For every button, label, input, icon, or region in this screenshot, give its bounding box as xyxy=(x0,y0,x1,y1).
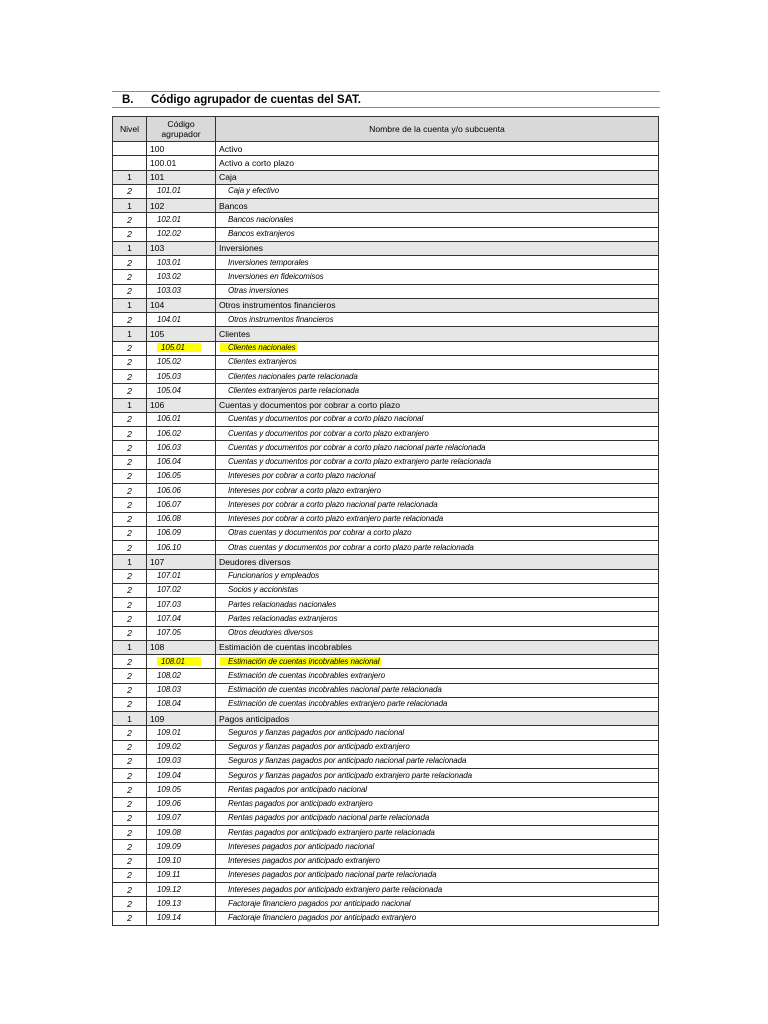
row-code: 106.08 xyxy=(147,512,216,526)
table-row xyxy=(113,355,659,369)
table-row xyxy=(113,783,659,797)
table-row xyxy=(113,455,659,469)
table-row xyxy=(113,199,659,213)
row-account-name: Activo xyxy=(216,142,659,156)
row-level: 2 xyxy=(113,256,147,270)
row-code: 107.01 xyxy=(147,569,216,583)
table-row xyxy=(113,412,659,426)
row-code xyxy=(147,341,216,355)
table-row xyxy=(113,313,659,327)
row-level: 1 xyxy=(113,640,147,654)
row-account-name: Socios y accionistas xyxy=(216,583,659,597)
row-code: 106.10 xyxy=(147,541,216,555)
row-account-name: Cuentas y documentos por cobrar a corto plazo nacional xyxy=(216,412,659,426)
row-code: 106.07 xyxy=(147,498,216,512)
row-code: 102.01 xyxy=(147,213,216,227)
row-level: 2 xyxy=(113,526,147,540)
accounts-table xyxy=(112,116,659,926)
table-row xyxy=(113,797,659,811)
table-row xyxy=(113,811,659,825)
row-account-name: Intereses pagados por anticipado extranjero xyxy=(216,854,659,868)
accounts-table-body xyxy=(113,142,659,926)
row-account-name: Estimación de cuentas incobrables extranjero xyxy=(216,669,659,683)
row-level: 2 xyxy=(113,270,147,284)
row-level: 1 xyxy=(113,170,147,184)
table-row xyxy=(113,384,659,398)
row-account-name: Caja y efectivo xyxy=(216,184,659,198)
row-account-name: Otras inversiones xyxy=(216,284,659,298)
row-account-name: Activo a corto plazo xyxy=(216,156,659,170)
row-level: 2 xyxy=(113,441,147,455)
row-level: 2 xyxy=(113,740,147,754)
row-level: 2 xyxy=(113,683,147,697)
row-level: 2 xyxy=(113,541,147,555)
row-code: 100.01 xyxy=(147,156,216,170)
row-account-name: Factoraje financiero pagados por anticipado extranjero xyxy=(216,911,659,925)
table-row xyxy=(113,526,659,540)
row-code: 106.02 xyxy=(147,427,216,441)
row-level: 2 xyxy=(113,868,147,882)
row-account-name: Intereses pagados por anticipado extranjero parte relacionada xyxy=(216,883,659,897)
row-level: 2 xyxy=(113,655,147,669)
row-code: 105.04 xyxy=(147,384,216,398)
row-account-name: Seguros y fianzas pagados por anticipado extranjero parte relacionada xyxy=(216,769,659,783)
table-row xyxy=(113,769,659,783)
row-level: 2 xyxy=(113,341,147,355)
header-code xyxy=(147,117,216,142)
table-row xyxy=(113,583,659,597)
row-account-name: Cuentas y documentos por cobrar a corto plazo extranjero parte relacionada xyxy=(216,455,659,469)
table-row xyxy=(113,754,659,768)
section-letter: B. xyxy=(122,94,134,106)
row-account-name: Factoraje financiero pagados por anticipado nacional xyxy=(216,897,659,911)
row-account-name: Partes relacionadas nacionales xyxy=(216,598,659,612)
table-row xyxy=(113,612,659,626)
header-code-line1: Código xyxy=(167,119,195,129)
row-account-name: Partes relacionadas extranjeros xyxy=(216,612,659,626)
row-account-name: Bancos xyxy=(216,199,659,213)
row-level: 2 xyxy=(113,669,147,683)
row-code: 109.06 xyxy=(147,797,216,811)
row-account-name: Otros deudores diversos xyxy=(216,626,659,640)
row-level: 2 xyxy=(113,783,147,797)
table-row xyxy=(113,298,659,312)
row-level: 1 xyxy=(113,298,147,312)
table-row xyxy=(113,697,659,711)
row-level: 1 xyxy=(113,398,147,412)
row-account-name: Pagos anticipados xyxy=(216,712,659,726)
row-account-name: Clientes nacionales parte relacionada xyxy=(216,370,659,384)
row-level: 2 xyxy=(113,412,147,426)
row-level: 2 xyxy=(113,626,147,640)
row-level: 2 xyxy=(113,911,147,925)
section-bottom-rule xyxy=(112,107,660,108)
table-row xyxy=(113,327,659,341)
row-code: 109.08 xyxy=(147,826,216,840)
table-row xyxy=(113,883,659,897)
row-account-name: Otras cuentas y documentos por cobrar a corto plazo xyxy=(216,526,659,540)
table-row xyxy=(113,512,659,526)
row-level: 2 xyxy=(113,754,147,768)
row-code: 106 xyxy=(147,398,216,412)
table-row xyxy=(113,669,659,683)
row-account-name: Intereses por cobrar a corto plazo extranjero parte relacionada xyxy=(216,512,659,526)
row-account-name: Rentas pagados por anticipado nacional xyxy=(216,783,659,797)
row-level: 2 xyxy=(113,498,147,512)
row-code: 109.12 xyxy=(147,883,216,897)
row-code: 108 xyxy=(147,640,216,654)
row-code: 105.02 xyxy=(147,355,216,369)
row-code: 109.03 xyxy=(147,754,216,768)
row-level: 1 xyxy=(113,555,147,569)
row-account-name: Intereses por cobrar a corto plazo extranjero xyxy=(216,484,659,498)
row-code: 109.11 xyxy=(147,868,216,882)
row-level: 2 xyxy=(113,384,147,398)
row-code: 109.05 xyxy=(147,783,216,797)
row-account-name: Clientes extranjeros parte relacionada xyxy=(216,384,659,398)
row-account-name: Inversiones temporales xyxy=(216,256,659,270)
row-account-name xyxy=(216,341,659,355)
table-row xyxy=(113,911,659,925)
table-header-row xyxy=(113,117,659,142)
row-account-name: Intereses por cobrar a corto plazo nacional xyxy=(216,469,659,483)
row-level: 2 xyxy=(113,313,147,327)
highlighted-account-name: Clientes nacionales xyxy=(220,343,297,352)
row-level: 2 xyxy=(113,883,147,897)
table-row xyxy=(113,156,659,170)
table-row xyxy=(113,256,659,270)
table-row xyxy=(113,427,659,441)
row-code: 109.10 xyxy=(147,854,216,868)
row-code: 107 xyxy=(147,555,216,569)
row-level xyxy=(113,156,147,170)
highlighted-code: 108.01 xyxy=(157,657,201,666)
row-account-name: Seguros y fianzas pagados por anticipado nacional xyxy=(216,726,659,740)
row-account-name: Cuentas y documentos por cobrar a corto plazo nacional parte relacionada xyxy=(216,441,659,455)
row-code: 103.01 xyxy=(147,256,216,270)
row-level: 2 xyxy=(113,811,147,825)
row-level: 2 xyxy=(113,512,147,526)
row-code: 101.01 xyxy=(147,184,216,198)
row-code: 109.02 xyxy=(147,740,216,754)
row-level: 2 xyxy=(113,227,147,241)
table-row xyxy=(113,484,659,498)
section-heading xyxy=(122,92,361,108)
table-row xyxy=(113,897,659,911)
row-level: 2 xyxy=(113,427,147,441)
row-code: 106.03 xyxy=(147,441,216,455)
table-row xyxy=(113,284,659,298)
row-level: 2 xyxy=(113,484,147,498)
table-row xyxy=(113,626,659,640)
table-row xyxy=(113,398,659,412)
row-code: 100 xyxy=(147,142,216,156)
row-level: 2 xyxy=(113,370,147,384)
table-row xyxy=(113,498,659,512)
table-row xyxy=(113,726,659,740)
row-level: 2 xyxy=(113,455,147,469)
table-row xyxy=(113,655,659,669)
row-code: 104.01 xyxy=(147,313,216,327)
table-row xyxy=(113,740,659,754)
table-row xyxy=(113,370,659,384)
row-account-name: Estimación de cuentas incobrables xyxy=(216,640,659,654)
row-level: 2 xyxy=(113,583,147,597)
table-row xyxy=(113,227,659,241)
table-row xyxy=(113,640,659,654)
row-code: 109.01 xyxy=(147,726,216,740)
table-row xyxy=(113,270,659,284)
table-row xyxy=(113,555,659,569)
table-row xyxy=(113,213,659,227)
row-level: 2 xyxy=(113,797,147,811)
row-level: 2 xyxy=(113,726,147,740)
row-code: 106.09 xyxy=(147,526,216,540)
header-name: Nombre de la cuenta y/o subcuenta xyxy=(216,117,659,142)
table-row xyxy=(113,683,659,697)
table-row xyxy=(113,170,659,184)
row-code: 105 xyxy=(147,327,216,341)
highlighted-code: 105.01 xyxy=(157,343,201,352)
row-code: 106.04 xyxy=(147,455,216,469)
table-row xyxy=(113,441,659,455)
row-code: 102 xyxy=(147,199,216,213)
row-level: 2 xyxy=(113,697,147,711)
row-account-name: Funcionarios y empleados xyxy=(216,569,659,583)
row-level: 2 xyxy=(113,769,147,783)
row-account-name: Clientes extranjeros xyxy=(216,355,659,369)
row-code: 109.13 xyxy=(147,897,216,911)
row-account-name: Intereses pagados por anticipado nacional xyxy=(216,840,659,854)
row-account-name: Rentas pagados por anticipado extranjero xyxy=(216,797,659,811)
row-level: 2 xyxy=(113,612,147,626)
row-account-name: Seguros y fianzas pagados por anticipado nacional parte relacionada xyxy=(216,754,659,768)
row-account-name: Estimación de cuentas incobrables extranjero parte relacionada xyxy=(216,697,659,711)
row-account-name: Bancos nacionales xyxy=(216,213,659,227)
row-code: 107.02 xyxy=(147,583,216,597)
row-code: 108.04 xyxy=(147,697,216,711)
row-level: 2 xyxy=(113,284,147,298)
row-account-name: Deudores diversos xyxy=(216,555,659,569)
table-row xyxy=(113,826,659,840)
row-level: 2 xyxy=(113,213,147,227)
row-code: 106.01 xyxy=(147,412,216,426)
row-account-name: Bancos extranjeros xyxy=(216,227,659,241)
table-row xyxy=(113,241,659,255)
table-row xyxy=(113,840,659,854)
row-account-name: Caja xyxy=(216,170,659,184)
row-code: 107.03 xyxy=(147,598,216,612)
row-code: 109.14 xyxy=(147,911,216,925)
row-code: 109.09 xyxy=(147,840,216,854)
row-code: 104 xyxy=(147,298,216,312)
row-level: 2 xyxy=(113,598,147,612)
row-level: 2 xyxy=(113,826,147,840)
row-account-name: Rentas pagados por anticipado nacional parte relacionada xyxy=(216,811,659,825)
row-level: 1 xyxy=(113,712,147,726)
header-code-line2: agrupador xyxy=(161,129,201,139)
row-level: 2 xyxy=(113,355,147,369)
row-account-name: Intereses pagados por anticipado nacional parte relacionada xyxy=(216,868,659,882)
row-level xyxy=(113,142,147,156)
table-row xyxy=(113,569,659,583)
row-account-name xyxy=(216,655,659,669)
row-account-name: Inversiones en fideicomisos xyxy=(216,270,659,284)
row-code: 109.04 xyxy=(147,769,216,783)
row-code: 107.05 xyxy=(147,626,216,640)
row-level: 2 xyxy=(113,469,147,483)
table-row xyxy=(113,712,659,726)
row-code: 109 xyxy=(147,712,216,726)
row-code: 103.02 xyxy=(147,270,216,284)
row-account-name: Seguros y fianzas pagados por anticipado extranjero xyxy=(216,740,659,754)
row-account-name: Otros instrumentos financieros xyxy=(216,313,659,327)
row-code: 107.04 xyxy=(147,612,216,626)
row-code: 105.03 xyxy=(147,370,216,384)
table-row xyxy=(113,868,659,882)
table-row xyxy=(113,469,659,483)
row-account-name: Estimación de cuentas incobrables nacional parte relacionada xyxy=(216,683,659,697)
row-account-name: Rentas pagados por anticipado extranjero parte relacionada xyxy=(216,826,659,840)
highlighted-account-name: Estimación de cuentas incobrables nacional xyxy=(220,657,381,666)
table-row xyxy=(113,341,659,355)
table-row xyxy=(113,854,659,868)
header-level: Nivel xyxy=(113,117,147,142)
row-code: 101 xyxy=(147,170,216,184)
row-code: 106.06 xyxy=(147,484,216,498)
row-code: 109.07 xyxy=(147,811,216,825)
row-level: 2 xyxy=(113,854,147,868)
row-code: 108.03 xyxy=(147,683,216,697)
row-level: 1 xyxy=(113,199,147,213)
row-level: 2 xyxy=(113,184,147,198)
table-row xyxy=(113,184,659,198)
row-level: 1 xyxy=(113,327,147,341)
section-title: Código agrupador de cuentas del SAT. xyxy=(151,94,362,106)
row-code: 103.03 xyxy=(147,284,216,298)
row-code: 108.02 xyxy=(147,669,216,683)
row-account-name: Inversiones xyxy=(216,241,659,255)
row-account-name: Intereses por cobrar a corto plazo nacional parte relacionada xyxy=(216,498,659,512)
row-account-name: Cuentas y documentos por cobrar a corto plazo extranjero xyxy=(216,427,659,441)
row-level: 2 xyxy=(113,840,147,854)
row-level: 2 xyxy=(113,569,147,583)
row-account-name: Cuentas y documentos por cobrar a corto plazo xyxy=(216,398,659,412)
row-level: 1 xyxy=(113,241,147,255)
row-account-name: Clientes xyxy=(216,327,659,341)
row-code: 102.02 xyxy=(147,227,216,241)
row-code: 106.05 xyxy=(147,469,216,483)
table-row xyxy=(113,142,659,156)
row-level: 2 xyxy=(113,897,147,911)
row-code: 103 xyxy=(147,241,216,255)
row-code xyxy=(147,655,216,669)
table-row xyxy=(113,541,659,555)
row-account-name: Otras cuentas y documentos por cobrar a corto plazo parte relacionada xyxy=(216,541,659,555)
table-row xyxy=(113,598,659,612)
row-account-name: Otros instrumentos financieros xyxy=(216,298,659,312)
